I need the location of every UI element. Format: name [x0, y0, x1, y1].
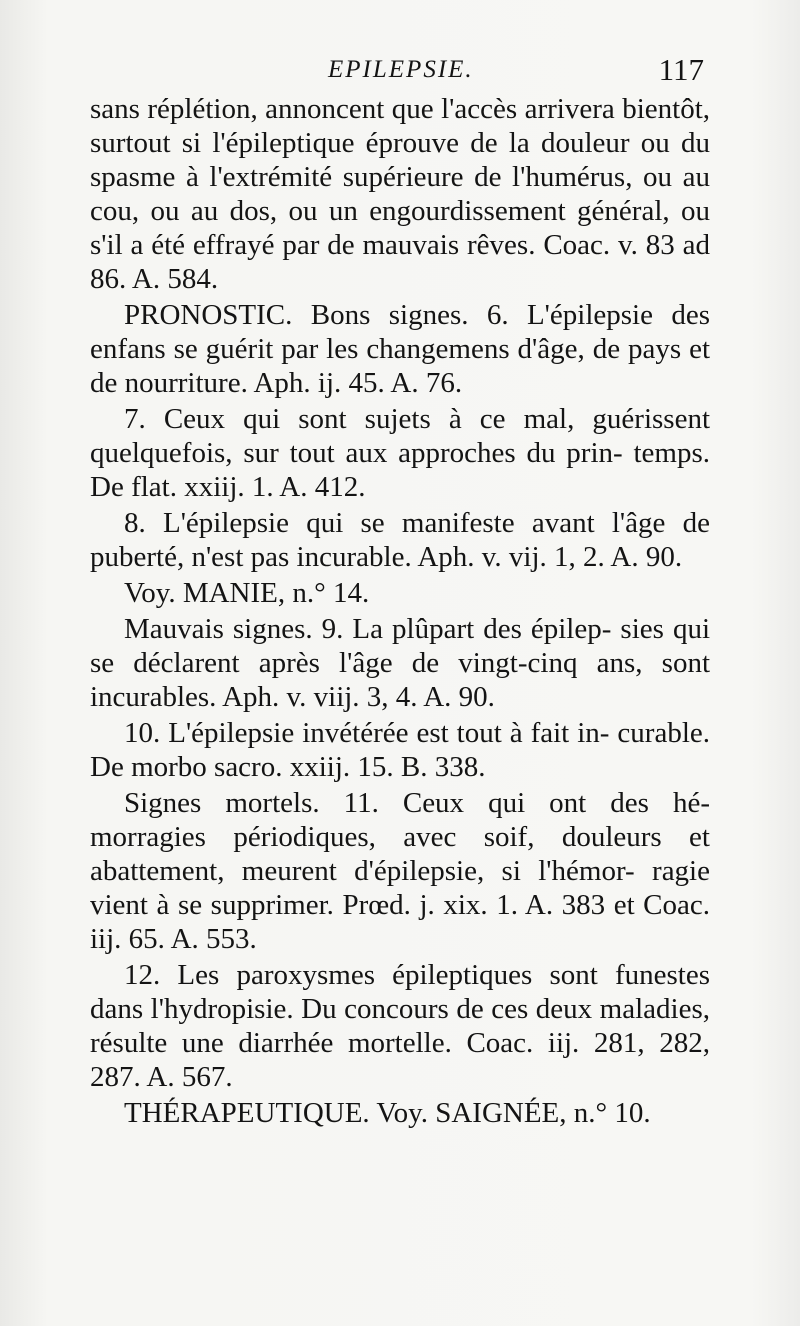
- text-line: sies qui se déclarent après l'âge de vingt-cinq: [90, 613, 710, 679]
- text-line: 8. L'épilepsie qui se manifeste avant l'âge: [124, 507, 666, 539]
- text-line: enfans se guérit par les changemens d'âge, de: [90, 333, 621, 365]
- paragraph: [90, 506, 710, 574]
- text-line: 383 et Coac. iij. 65. A. 553.: [90, 889, 711, 955]
- text-line: 12. Les paroxysmes épileptiques sont funestes: [124, 959, 710, 991]
- text-line: douleur ou du spasme à l'extrémité supérieure: [90, 127, 711, 193]
- running-head: EPILEPSIE.: [328, 56, 474, 83]
- text-line: 584.: [167, 263, 219, 295]
- paragraph: [90, 958, 710, 1094]
- text-line: ragie vient à se supprimer. Prœd. j. xix. 1. A.: [90, 855, 710, 921]
- text-line: PRONOSTIC. Bons signes. 6. L'épilepsie des: [124, 299, 710, 331]
- text-line: ans, sont incurables. Aph. v. viij. 3, 4. A. 90.: [90, 647, 711, 713]
- paragraph: [90, 576, 710, 610]
- text-line: pays et de nourriture. Aph. ij. 45. A. 76.: [90, 333, 711, 399]
- body-text: [90, 92, 710, 1132]
- paragraph: [90, 92, 710, 296]
- page-header: [90, 50, 710, 90]
- text-line: temps. De flat. xxiij. 1. A. 412.: [90, 437, 710, 503]
- text-line: de puberté, n'est pas incurable. Aph. v. vij.: [90, 507, 711, 573]
- text-line: abattement, meurent d'épilepsie, si l'hémor-: [90, 855, 635, 887]
- text-line: par de mauvais rêves. Coac. v. 83 ad 86. A.: [90, 229, 711, 295]
- paragraph: [90, 612, 710, 714]
- text-line: 1, 2. A. 90.: [554, 541, 683, 573]
- text-line: curable. De morbo sacro. xxiij. 15. B. 338.: [90, 717, 711, 783]
- text-line: bientôt, surtout si l'épileptique éprouve de la: [90, 93, 710, 159]
- text-line: sans réplétion, annoncent que l'accès arrivera: [90, 93, 615, 125]
- paragraph: [90, 298, 710, 400]
- text-line: THÉRAPEUTIQUE. Voy. SAIGNÉE, n.° 10.: [124, 1097, 651, 1129]
- text-line: dans l'hydropisie. Du concours de ces deux: [90, 993, 593, 1025]
- text-line: quelquefois, sur tout aux approches du prin-: [90, 437, 623, 469]
- paragraph: [90, 716, 710, 784]
- text-line: maladies, résulte une diarrhée mortelle. Coac.: [90, 993, 710, 1059]
- text-line: de l'humérus, ou au cou, ou au dos, ou un: [90, 161, 710, 227]
- paragraph: [90, 402, 710, 504]
- page-number: 117: [658, 52, 704, 87]
- paragraph: [90, 786, 710, 956]
- text-line: iij. 281, 282, 287. A. 567.: [90, 1027, 711, 1093]
- text-line: 10. L'épilepsie invétérée est tout à fait in-: [124, 717, 610, 749]
- text-line: Mauvais signes. 9. La plûpart des épilep-: [124, 613, 612, 645]
- text-line: 7. Ceux qui sont sujets à ce mal, guérissent: [124, 403, 710, 435]
- paragraph: [90, 1096, 710, 1130]
- text-line: engourdissement général, ou s'il a été effrayé: [90, 195, 710, 261]
- text-line: Signes mortels. 11. Ceux qui ont des hé-: [124, 787, 710, 819]
- text-line: morragies périodiques, avec soif, douleurs et: [90, 821, 710, 853]
- text-line: Voy. MANIE, n.° 14.: [124, 577, 370, 609]
